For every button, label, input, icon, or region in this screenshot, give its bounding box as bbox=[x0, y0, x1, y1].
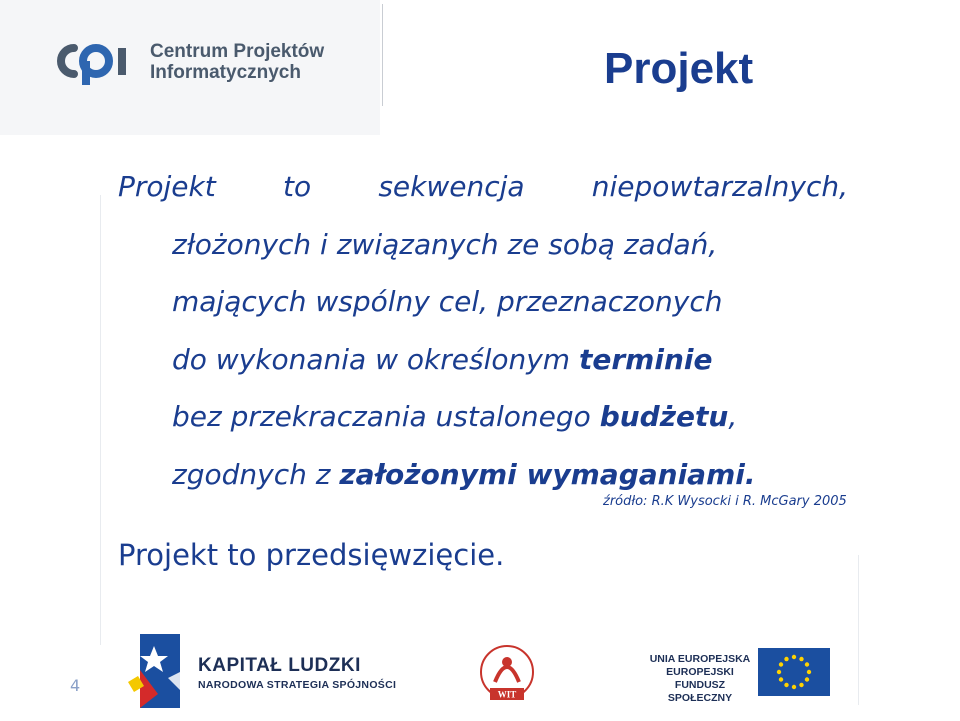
definition-line-2: złożonych i związanych ze sobą zadań, bbox=[172, 227, 718, 261]
eu-flag-icon bbox=[758, 648, 830, 696]
cpi-logo-mark-icon bbox=[52, 36, 136, 88]
eu-text bbox=[648, 653, 752, 705]
definition-word: sekwencja bbox=[378, 170, 525, 203]
definition-line-5 bbox=[118, 388, 848, 446]
source-citation: źródło: R.K Wysocki i R. McGary 2005 bbox=[603, 494, 847, 509]
eu-line-3: FUNDUSZ SPOŁECZNY bbox=[667, 679, 733, 704]
definition-word: to bbox=[282, 170, 312, 203]
definition-text: , bbox=[728, 400, 738, 434]
project-statement: Projekt to przedsięwzięcie. bbox=[118, 538, 505, 572]
eu-star-icon bbox=[777, 670, 781, 674]
definition-line-1 bbox=[118, 158, 848, 216]
eu-star-icon bbox=[779, 677, 783, 681]
eu-star-icon bbox=[799, 683, 803, 687]
eu-line-1: UNIA EUROPEJSKA bbox=[649, 653, 751, 665]
definition-emphasis-requirements: założonymi wymaganiami. bbox=[339, 457, 756, 491]
definition-emphasis-deadline: terminie bbox=[578, 342, 713, 376]
logo-line-2: Informatycznych bbox=[150, 62, 301, 83]
cpi-logo-text bbox=[150, 41, 324, 83]
cpi-logo bbox=[52, 36, 324, 88]
slide-title: Projekt bbox=[604, 44, 754, 93]
logo-line-1: Centrum Projektów bbox=[150, 41, 325, 62]
wit-mark: WIT bbox=[497, 689, 517, 700]
kapital-ludzki-logo-icon bbox=[128, 632, 192, 712]
definition-text: do wykonania w określonym bbox=[172, 342, 579, 376]
project-definition bbox=[118, 158, 848, 504]
wit-logo-icon bbox=[472, 642, 542, 708]
eu-line-2: EUROPEJSKI bbox=[666, 666, 734, 678]
background-decoration bbox=[858, 555, 859, 705]
eu-star-icon bbox=[792, 655, 796, 659]
eu-star-icon bbox=[779, 662, 783, 666]
definition-text: zgodnych z bbox=[172, 457, 340, 491]
kapital-ludzki-text bbox=[198, 655, 396, 691]
eu-star-icon bbox=[805, 662, 809, 666]
kapital-ludzki-title: KAPITAŁ LUDZKI bbox=[198, 655, 361, 676]
definition-text: bez przekraczania ustalonego bbox=[172, 400, 600, 434]
definition-line-4 bbox=[118, 331, 848, 389]
header-divider bbox=[382, 4, 383, 106]
header bbox=[0, 0, 960, 135]
eu-star-icon bbox=[784, 657, 788, 661]
eu-star-icon bbox=[792, 685, 796, 689]
eu-star-icon bbox=[807, 670, 811, 674]
eu-star-icon bbox=[805, 677, 809, 681]
definition-emphasis-budget: budżetu bbox=[599, 400, 729, 434]
eu-star-icon bbox=[784, 683, 788, 687]
page-number: 4 bbox=[70, 676, 81, 695]
kapital-ludzki-subtitle: NARODOWA STRATEGIA SPÓJNOŚCI bbox=[198, 679, 397, 691]
definition-line-3: mających wspólny cel, przeznaczonych bbox=[172, 285, 723, 319]
definition-word: niepowtarzalnych, bbox=[591, 170, 848, 203]
definition-word: Projekt bbox=[118, 170, 216, 203]
eu-star-icon bbox=[799, 657, 803, 661]
background-decoration bbox=[100, 195, 101, 645]
